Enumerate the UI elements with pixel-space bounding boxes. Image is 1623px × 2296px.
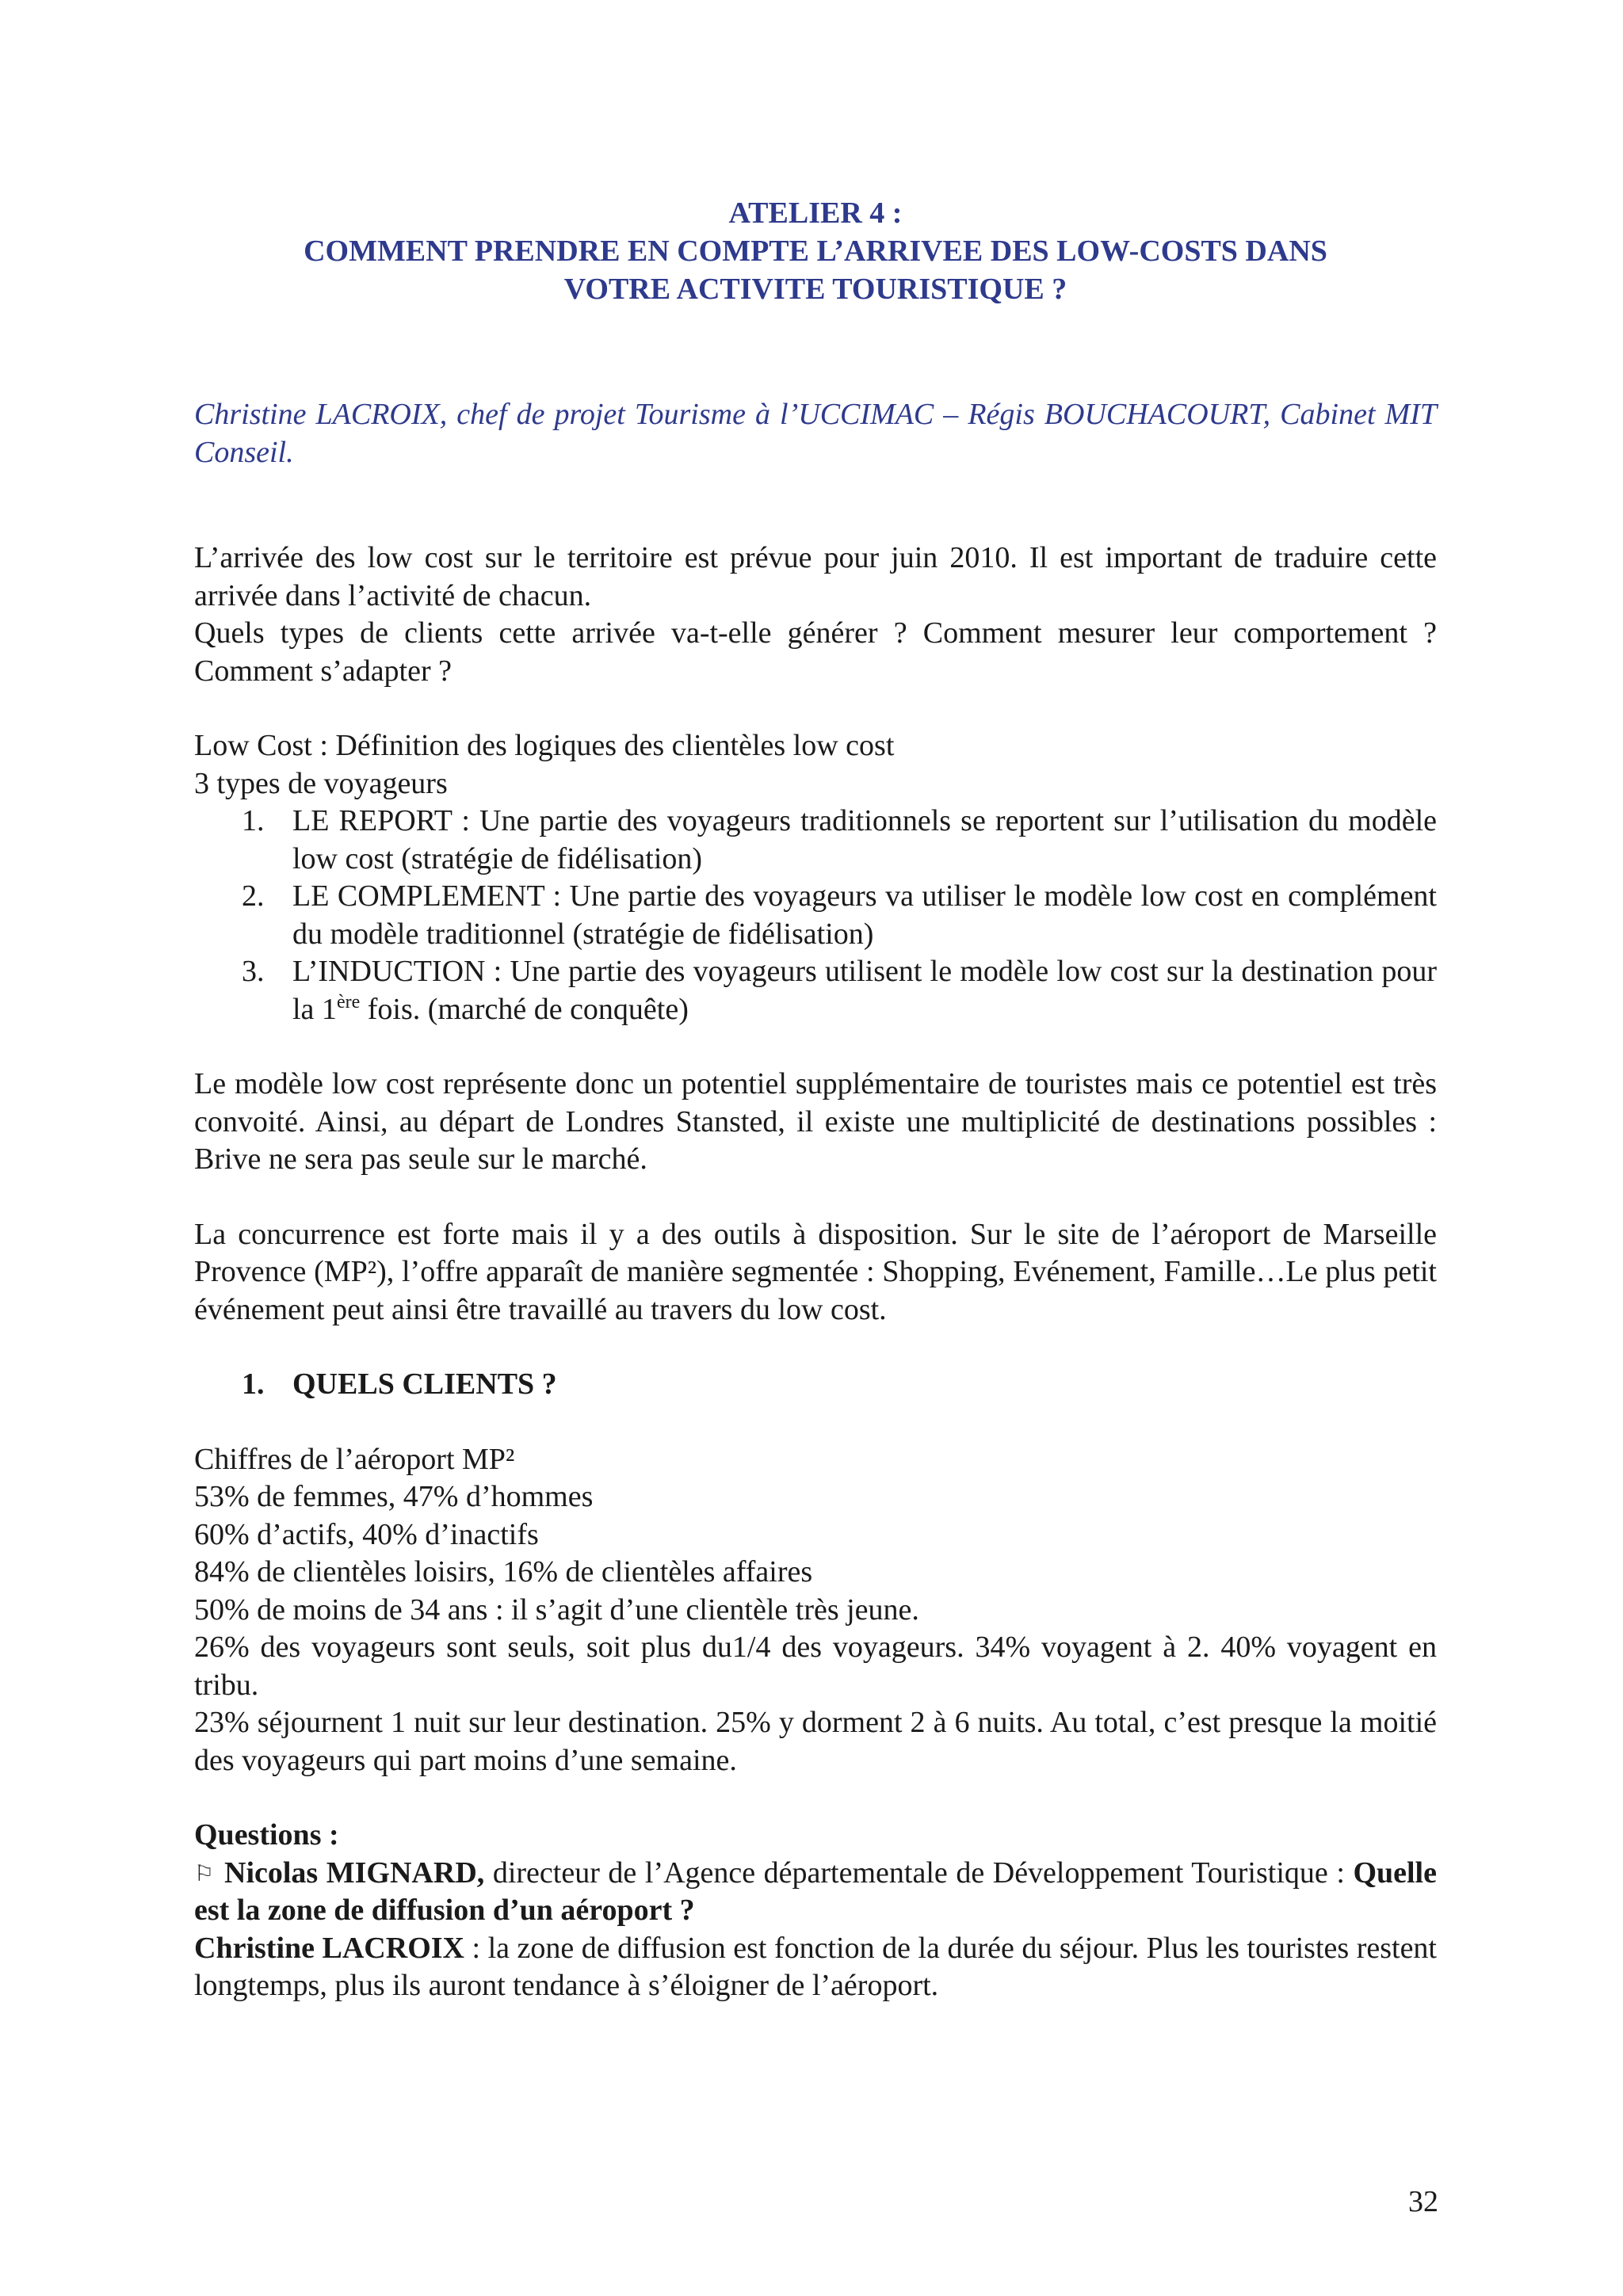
flag-icon: ⚐ (194, 1859, 215, 1886)
section-heading (194, 1366, 1437, 1404)
list-item-text: LE COMPLEMENT : Une partie des voyageurs va utiliser le modèle low cost en complément du modèle traditionnel (stratégie de fidélisation) (292, 879, 1437, 951)
traveller-types-heading: 3 types de voyageurs (194, 766, 448, 800)
list-item (194, 878, 1437, 953)
title-line-1: ATELIER 4 : (728, 196, 903, 230)
stat-line: 84% de clientèles loisirs, 16% de clientèles affaires (194, 1555, 813, 1589)
title-line-2: COMMENT PRENDRE EN COMPTE L’ARRIVEE DES LOW-COSTS DANS (304, 235, 1327, 268)
question-1 (194, 1855, 1437, 1930)
list-item-number: 1. (242, 804, 265, 837)
stat-sejour: 23% séjournent 1 nuit sur leur destination. 25% y dorment 2 à 6 nuits. Au total, c’est presque la moitié des voyageurs qui part moins d’une semaine. (194, 1706, 1437, 1777)
stat-voyageurs: 26% des voyageurs sont seuls, soit plus du1/4 des voyageurs. 34% voyagent à 2. 40% voyagent en tribu. (194, 1630, 1437, 1702)
question-text: Quelle est la zone de diffusion d’un aéroport ? (194, 1855, 1437, 1927)
superscript-ere: ère (336, 991, 361, 1013)
traveller-types-list (194, 803, 1437, 1028)
stat-line: 53% de femmes, 47% d’hommes (194, 1480, 594, 1513)
list-item (194, 803, 1437, 878)
answer-speaker: Christine LACROIX (194, 1931, 464, 1965)
section-title-text: QUELS CLIENTS ? (292, 1367, 557, 1401)
list-item-text-after: fois. (marché de conquête) (360, 992, 689, 1026)
stats-heading: Chiffres de l’aéroport MP² (194, 1442, 515, 1476)
document-page (194, 194, 1437, 2005)
list-item-number: 2. (242, 879, 265, 913)
stat-line: 60% d’actifs, 40% d’inactifs (194, 1517, 539, 1551)
questions-heading: Questions : (194, 1818, 339, 1852)
list-item-number: 3. (242, 955, 265, 988)
intro-paragraph-1: L’arrivée des low cost sur le territoire est prévue pour juin 2010. Il est important de traduire cette arrivée dans l’activité de chacun. (194, 541, 1437, 612)
page-number: 32 (1408, 2185, 1438, 2218)
stat-line: 50% de moins de 34 ans : il s’agit d’une clientèle très jeune. (194, 1592, 919, 1627)
answer-text: : la zone de diffusion est fonction de la durée du séjour. Plus les touristes restent longtemps, plus ils auront tendance à s’éloigner de l’aéroport. (194, 1931, 1437, 2002)
document-title (194, 194, 1437, 308)
list-item (194, 953, 1437, 1028)
lowcost-definition: Low Cost : Définition des logiques des clientèles low cost (194, 729, 895, 762)
question-speaker-role: directeur de l’Agence départementale de Développement Touristique : (484, 1855, 1354, 1890)
title-line-3: VOTRE ACTIVITE TOURISTIQUE ? (563, 273, 1067, 306)
concurrence-paragraph: La concurrence est forte mais il y a des outils à disposition. Sur le site de l’aéroport de Marseille Provence (MP²), l’offre apparaît de manière segmentée : Shopping, Evénement, Famille…Le plus petit événement peut ainsi être travaillé au travers du low cost. (194, 1217, 1437, 1326)
list-item-text: LE REPORT : Une partie des voyageurs traditionnels se reportent sur l’utilisation du modèle low cost (stratégie de fidélisation) (292, 804, 1437, 875)
potentiel-paragraph: Le modèle low cost représente donc un potentiel supplémentaire de touristes mais ce potentiel est très convoité. Ainsi, au départ de Londres Stansted, il existe une multiplicité de destinations possibles : Brive ne sera pas seule sur le marché. (194, 1067, 1437, 1176)
intro-paragraph-2: Quels types de clients cette arrivée va-t-elle générer ? Comment mesurer leur comportement ? Comment s’adapter ? (194, 616, 1437, 688)
list-item-text-before: L’INDUCTION : Une partie des voyageurs utilisent le modèle low cost sur la destination pour la 1 (292, 955, 1437, 1026)
answer-1 (194, 1930, 1437, 2005)
section-number: 1. (242, 1367, 265, 1401)
question-speaker: Nicolas MIGNARD, (224, 1855, 485, 1890)
authors-line: Christine LACROIX, chef de projet Tourisme à l’UCCIMAC – Régis BOUCHACOURT, Cabinet MIT Conseil. (194, 398, 1437, 469)
